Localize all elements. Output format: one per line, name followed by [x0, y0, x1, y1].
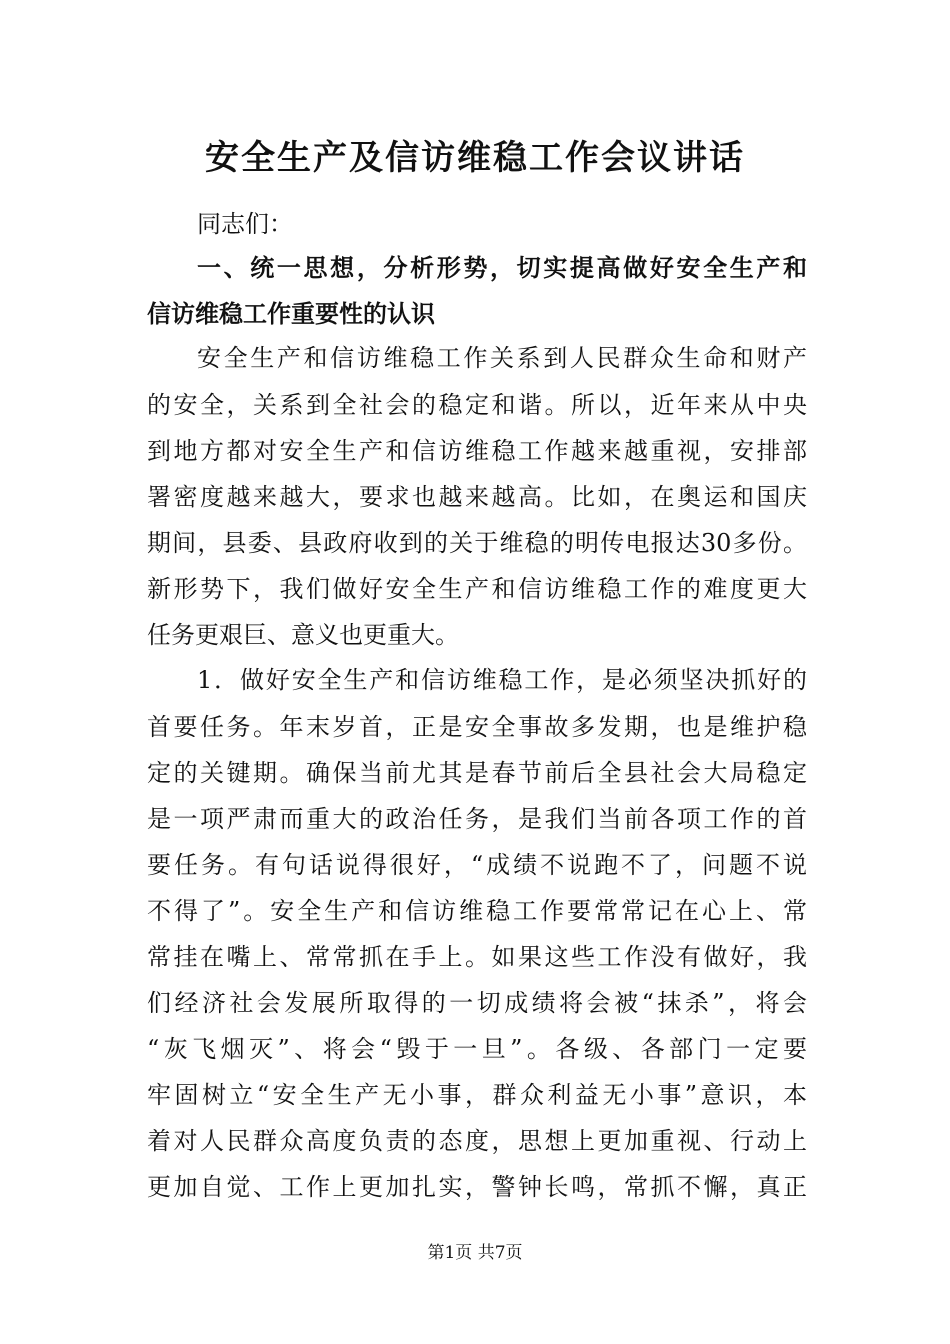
- paragraph-line: 定的关键期。确保当前尤其是春节前后全县社会大局稳定: [147, 759, 807, 787]
- paragraph-line: 新形势下，我们做好安全生产和信访维稳工作的难度更大: [147, 575, 807, 603]
- paragraph-line: 首要任务。年末岁首，正是安全事故多发期，也是维护稳: [147, 713, 807, 741]
- paragraph-line: 是一项严肃而重大的政治任务，是我们当前各项工作的首: [147, 805, 807, 833]
- section-heading-line: 信访维稳工作重要性的认识: [147, 300, 435, 328]
- paragraph-line: 要任务。有句话说得很好，“成绩不说跑不了，问题不说: [147, 851, 807, 879]
- paragraph-line: 更加自觉、工作上更加扎实，警钟长鸣，常抓不懈，真正: [147, 1173, 807, 1201]
- page-number-footer: 第1页 共7页: [427, 1243, 523, 1263]
- paragraph-line: 1．做好安全生产和信访维稳工作，是必须坚决抓好的: [197, 666, 807, 694]
- paragraph-line: 任务更艰巨、意义也更重大。: [147, 621, 459, 649]
- paragraph-line: 不得了”。安全生产和信访维稳工作要常常记在心上、常: [147, 897, 807, 925]
- paragraph-line: 署密度越来越大，要求也越来越高。比如，在奥运和国庆: [147, 483, 807, 511]
- paragraph-line: 到地方都对安全生产和信访维稳工作越来越重视，安排部: [147, 437, 807, 465]
- section-heading-line: 一、统一思想，分析形势，切实提高做好安全生产和: [197, 254, 807, 282]
- paragraph-line: 的安全，关系到全社会的稳定和谐。所以，近年来从中央: [147, 391, 807, 419]
- paragraph-line: 牢固树立“安全生产无小事，群众利益无小事”意识，本: [147, 1081, 807, 1109]
- paragraph-line: 期间，县委、县政府收到的关于维稳的明传电报达30多份。: [147, 529, 807, 557]
- greeting: 同志们：: [197, 210, 293, 238]
- paragraph-line: 着对人民群众高度负责的态度，思想上更加重视、行动上: [147, 1127, 807, 1155]
- paragraph-line: “灰飞烟灭”、将会“毁于一旦”。各级、各部门一定要: [147, 1035, 807, 1063]
- paragraph-line: 常挂在嘴上、常常抓在手上。如果这些工作没有做好，我: [147, 943, 807, 971]
- paragraph-line: 们经济社会发展所取得的一切成绩将会被“抹杀”，将会: [147, 989, 807, 1017]
- paragraph-line: 安全生产和信访维稳工作关系到人民群众生命和财产: [197, 344, 807, 372]
- document-title: 安全生产及信访维稳工作会议讲话: [205, 138, 745, 178]
